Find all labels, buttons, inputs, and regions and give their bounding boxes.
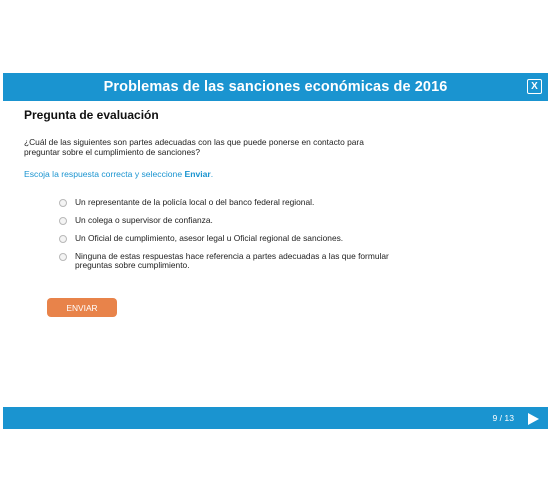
instruction-text [24,169,213,179]
footer-bar [3,407,548,429]
instruction-suffix: . [210,169,214,179]
course-panel [3,73,548,429]
submit-button[interactable]: ENVIAR [47,298,117,317]
answer-option[interactable] [59,198,419,207]
page-title: Problemas de las sanciones económicas de 2016 [103,79,448,95]
answer-option-label: Un colega o supervisor de confianza. [75,215,213,225]
answer-option-label: Un Oficial de cumplimiento, asesor legal u Oficial regional de sanciones. [75,233,344,243]
page-counter: 9 / 13 [492,413,514,423]
play-arrow-icon [527,413,539,425]
close-button[interactable] [527,79,542,94]
next-button[interactable] [527,412,539,424]
close-icon: X [531,80,538,92]
question-text: ¿Cuál de las siguientes son partes adecuadas con las que puede ponerse en contacto para preguntar sobre el cumplimiento de sanciones? [24,137,364,157]
instruction-prefix: Escoja la respuesta correcta y seleccione [24,169,185,179]
answer-option[interactable] [59,252,419,270]
radio-button[interactable] [59,253,67,261]
answer-option-label: Ninguna de estas respuestas hace referencia a partes adecuadas a las que formular preguntas sobre cumplimiento. [75,251,389,270]
answer-options [59,198,419,279]
instruction-action: Enviar [184,169,211,179]
title-bar [3,73,548,101]
section-title: Pregunta de evaluación [24,108,159,122]
answer-option-label: Un representante de la policía local o del banco federal regional. [75,197,315,207]
radio-button[interactable] [59,235,67,243]
assessment-body [3,101,548,407]
radio-button[interactable] [59,199,67,207]
radio-button[interactable] [59,217,67,225]
answer-option[interactable] [59,234,419,243]
answer-option[interactable] [59,216,419,225]
